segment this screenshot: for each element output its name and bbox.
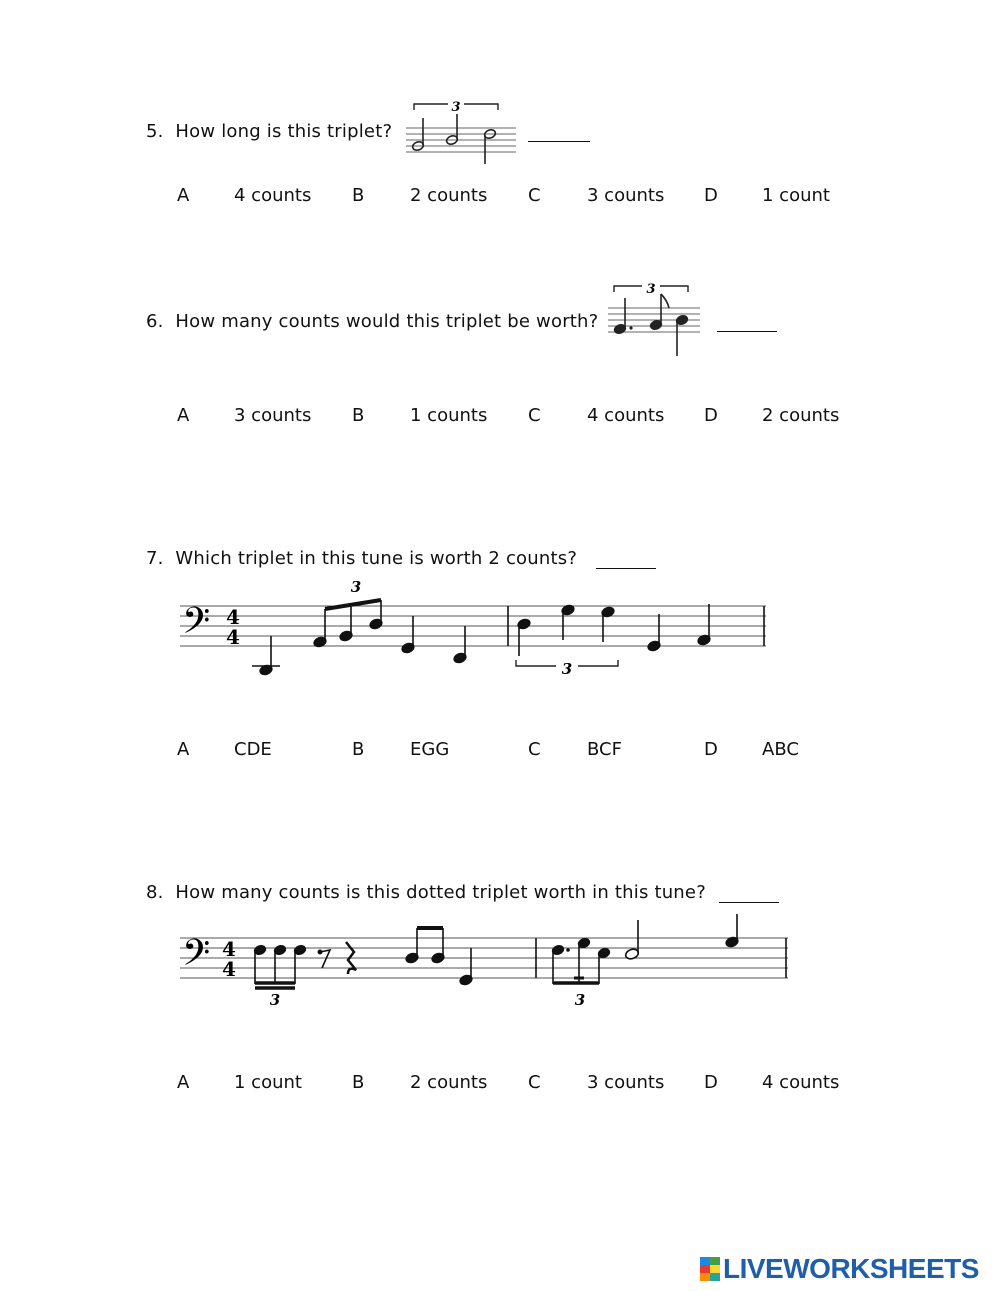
option-text-c[interactable]: 3 counts (587, 185, 665, 206)
option-text-c[interactable]: BCF (587, 739, 622, 760)
option-text-d[interactable]: 2 counts (762, 405, 840, 426)
option-text-b[interactable]: 2 counts (410, 185, 488, 206)
triplet-half-notes-image (400, 96, 520, 168)
option-text-d[interactable]: 4 counts (762, 1072, 840, 1093)
option-letter-c[interactable]: C (528, 739, 541, 760)
triplet-number: 3 (561, 660, 573, 678)
question-number: 6. (146, 311, 164, 332)
option-letter-a[interactable]: A (177, 739, 190, 760)
option-letter-c[interactable]: C (528, 1072, 541, 1093)
option-letter-a[interactable]: A (177, 185, 190, 206)
answer-blank[interactable] (719, 901, 779, 903)
option-text-a[interactable]: 3 counts (234, 405, 312, 426)
option-letter-a[interactable]: A (177, 1072, 190, 1093)
question-text: How many counts would this triplet be worth? (175, 311, 599, 332)
option-text-c[interactable]: 3 counts (587, 1072, 665, 1093)
option-letter-d[interactable]: D (704, 739, 718, 760)
option-text-a[interactable]: 1 count (234, 1072, 302, 1093)
triplet-number: 3 (574, 991, 586, 1009)
question-8 (146, 882, 706, 903)
bass-clef-tune-image (176, 574, 776, 684)
triplet-number: 3 (451, 100, 461, 115)
question-number: 8. (146, 882, 164, 903)
bass-clef-icon: 𝄢 (182, 932, 211, 983)
answer-blank[interactable] (717, 330, 777, 332)
option-text-b[interactable]: EGG (410, 739, 450, 760)
time-signature-top: 4 (222, 937, 236, 961)
question-text: How many counts is this dotted triplet worth in this tune? (175, 882, 706, 903)
question-number: 5. (146, 121, 164, 142)
option-text-b[interactable]: 1 counts (410, 405, 488, 426)
option-letter-b[interactable]: B (352, 739, 365, 760)
liveworksheets-blocks-icon (700, 1257, 720, 1281)
answer-blank[interactable] (528, 140, 590, 142)
option-letter-d[interactable]: D (704, 185, 718, 206)
question-6 (146, 311, 598, 332)
question-text: How long is this triplet? (175, 121, 393, 142)
triplet-number: 3 (350, 578, 362, 596)
liveworksheets-logo (700, 1255, 979, 1283)
option-text-b[interactable]: 2 counts (410, 1072, 488, 1093)
triplet-number: 3 (269, 991, 281, 1009)
bass-clef-dotted-tune-image (176, 912, 796, 1012)
time-signature-bottom: 4 (226, 625, 240, 649)
triplet-number: 3 (646, 282, 656, 297)
option-letter-a[interactable]: A (177, 405, 190, 426)
question-7 (146, 548, 577, 569)
option-text-a[interactable]: 4 counts (234, 185, 312, 206)
option-letter-c[interactable]: C (528, 405, 541, 426)
time-signature-top: 4 (226, 605, 240, 629)
option-text-d[interactable]: 1 count (762, 185, 830, 206)
triplet-dotted-rhythm-image (604, 278, 704, 360)
option-text-d[interactable]: ABC (762, 739, 799, 760)
question-5 (146, 121, 392, 142)
option-letter-d[interactable]: D (704, 1072, 718, 1093)
time-signature-bottom: 4 (222, 957, 236, 981)
option-letter-d[interactable]: D (704, 405, 718, 426)
question-text: Which triplet in this tune is worth 2 counts? (175, 548, 578, 569)
answer-blank[interactable] (596, 567, 656, 569)
brand-name: LIVEWORKSHEETS (723, 1253, 979, 1284)
question-number: 7. (146, 548, 164, 569)
option-letter-c[interactable]: C (528, 185, 541, 206)
option-text-c[interactable]: 4 counts (587, 405, 665, 426)
option-letter-b[interactable]: B (352, 405, 365, 426)
option-letter-b[interactable]: B (352, 1072, 365, 1093)
option-letter-b[interactable]: B (352, 185, 365, 206)
bass-clef-icon: 𝄢 (182, 600, 211, 651)
option-text-a[interactable]: CDE (234, 739, 272, 760)
